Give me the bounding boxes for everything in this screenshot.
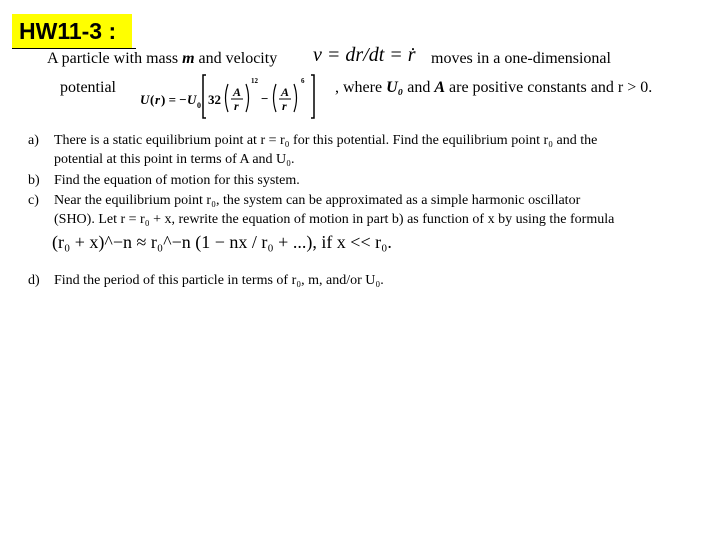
item-b-line-1: Find the equation of motion for this system. (54, 173, 300, 188)
approximation-formula: (r₀ + x)^−n ≈ r₀^−n (1 − nx / r₀ + ...), if x << r₀. (52, 232, 392, 252)
intro-line-1 (47, 50, 277, 68)
velocity-formula: v = dr/dt = ṙ (313, 44, 416, 66)
item-c-line-1: Near the equilibrium point r₀, the system can be approximated as a simple harmonic oscillator (54, 193, 581, 208)
svg-text:r: r (282, 99, 287, 113)
intro-text-c: moves in a one-dimensional (431, 50, 611, 67)
svg-text:) = −: ) = − (161, 92, 187, 107)
svg-text:0: 0 (197, 101, 201, 110)
svg-text:32: 32 (208, 92, 221, 107)
svg-text:(: ( (150, 92, 155, 107)
svg-text:U: U (187, 92, 197, 107)
item-c-line-2: (SHO). Let r = r₀ + x, rewrite the equation of motion in part b) as function of x by using the formula (54, 212, 615, 227)
A-symbol: A (434, 79, 446, 96)
item-b-label: b) (28, 173, 40, 188)
title-underline (12, 48, 136, 49)
svg-text:r: r (234, 99, 239, 113)
svg-text:A: A (233, 85, 242, 99)
U0-symbol: U₀ (386, 79, 404, 96)
item-d-label: d) (28, 273, 40, 288)
potential-word: potential (60, 79, 116, 96)
r-condition: r > 0. (617, 79, 653, 96)
intro-line-2-end: , where U₀ and A are positive constants and r > 0. (335, 79, 653, 96)
svg-text:A: A (281, 85, 290, 99)
potential-formula (140, 72, 330, 120)
mass-symbol: m (182, 50, 195, 67)
item-a-line-1: There is a static equilibrium point at r = r₀ for this potential. Find the equilibrium point r₀ and the (54, 133, 598, 148)
intro-line-1-end (431, 50, 611, 68)
item-a-line-2: potential at this point in terms of A and U₀. (54, 152, 295, 167)
svg-text:U: U (140, 92, 150, 107)
item-d-line-1: Find the period of this particle in terms of r₀, m, and/or U₀. (54, 273, 384, 288)
svg-text:12: 12 (251, 77, 258, 85)
svg-text:6: 6 (301, 77, 305, 85)
item-a-label: a) (28, 133, 39, 148)
velocity-equation (313, 44, 416, 67)
item-c-label: c) (28, 193, 39, 208)
svg-text:r: r (155, 92, 161, 107)
problem-title: HW11-3 : (12, 14, 132, 48)
potential-formula-graphic (140, 72, 330, 122)
svg-text:−: − (261, 91, 269, 106)
intro-text-a: A particle with mass (47, 50, 179, 67)
intro-text-b: and velocity (198, 50, 278, 67)
